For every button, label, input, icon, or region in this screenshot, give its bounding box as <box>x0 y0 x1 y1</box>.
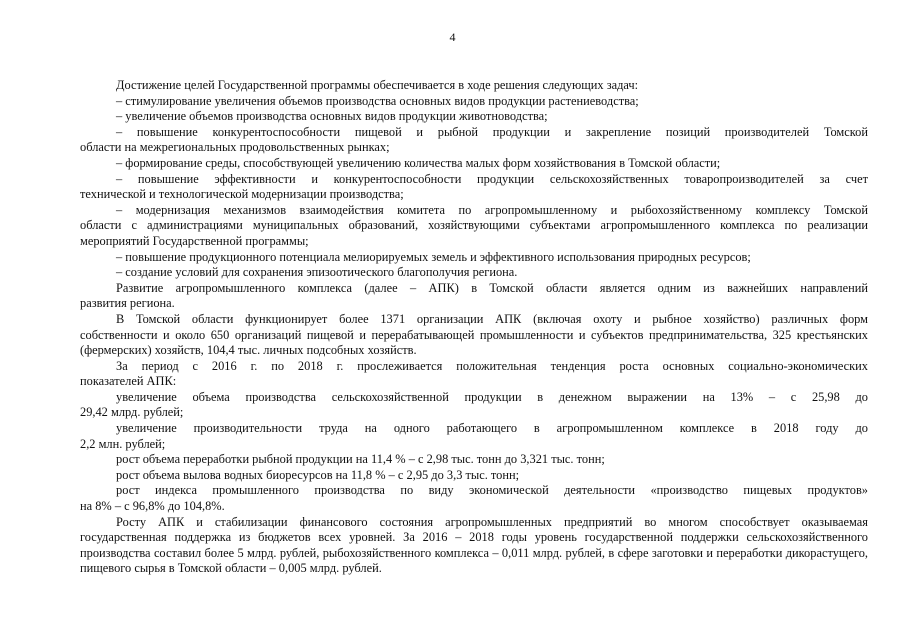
paragraph-first-line: – стимулирование увеличения объемов производства основных видов продукции растениеводства; <box>116 93 639 108</box>
paragraph <box>116 78 868 94</box>
paragraph <box>80 358 868 390</box>
paragraph <box>80 514 868 577</box>
paragraph <box>80 280 868 312</box>
paragraph <box>116 250 868 266</box>
paragraph-first-line: увеличение производительности труда на одного работающего в агропромышленном комплексе в 2018 году до <box>116 421 868 436</box>
paragraph-continuation: 29,42 млрд. рублей; <box>80 405 184 420</box>
paragraph <box>80 202 868 250</box>
paragraph-first-line: – создание условий для сохранения эпизоотического благополучия региона. <box>116 265 518 280</box>
paragraph-continuation: развития региона. <box>80 296 175 311</box>
paragraph <box>80 124 868 156</box>
paragraph <box>80 311 868 359</box>
paragraph-first-line: – модернизация механизмов взаимодействия комитета по агропромышленному и рыбохозяйственному комплексу Томской <box>116 202 868 217</box>
paragraph-first-line: Росту АПК и стабилизации финансового состояния агропромышленных предприятий во многом способствует оказываемая <box>116 514 868 529</box>
paragraph-continuation: собственности и около 650 организаций пищевой и перерабатывающей промышленности и субъектов предпринимательства, 325 крестьянских (фермерских) хозяйств, 104,4 тыс. личных подсобных хозяйств. <box>80 327 868 358</box>
paragraph-first-line: увеличение объема производства сельскохозяйственной продукции в денежном выражении на 13% – с 25,98 до <box>116 389 868 404</box>
paragraph-first-line: – повышение конкурентоспособности пищевой и рыбной продукции и закрепление позиций производителей Томской <box>116 124 868 139</box>
paragraph-first-line: – повышение эффективности и конкурентоспособности продукции сельскохозяйственных товаропроизводителей за счет <box>116 171 868 186</box>
paragraph-first-line: рост объема переработки рыбной продукции на 11,4 % – с 2,98 тыс. тонн до 3,321 тыс. тонн; <box>116 452 605 467</box>
paragraph-first-line: В Томской области функционирует более 1371 организации АПК (включая охоту и рыбное хозяйство) различных форм <box>116 311 868 326</box>
paragraph-continuation: государственная поддержка из бюджетов всех уровней. За 2016 – 2018 годы уровень государственной поддержки сельскохозяйственного производства составил более 5 млрд. рублей, рыбохозяйственного комплекса – 0,011 млрд. рублей, в сфере заготовки и переработки дикорастущего, пищевого сырья в Томской области – 0,005 млрд. рублей. <box>80 530 868 576</box>
paragraph-first-line: Достижение целей Государственной программы обеспечивается в ходе решения следующих задач: <box>116 78 639 92</box>
paragraph-continuation: технической и технологической модернизации производства; <box>80 187 404 202</box>
paragraph <box>80 389 868 421</box>
paragraph <box>80 421 868 452</box>
paragraph-first-line: рост индекса промышленного производства по виду экономической деятельности «производство пищевых продуктов» <box>116 483 868 498</box>
paragraph <box>116 452 868 468</box>
paragraph-first-line: – повышение продукционного потенциала мелиорируемых земель и эффективного использования природных ресурсов; <box>116 249 751 264</box>
paragraph-first-line: – увеличение объемов производства основных видов продукции животноводства; <box>116 109 548 124</box>
paragraph-continuation: на 8% – с 96,8% до 104,8%. <box>80 499 225 514</box>
paragraph-first-line: рост объема вылова водных биоресурсов на 11,8 % – с 2,95 до 3,3 тыс. тонн; <box>116 467 520 482</box>
paragraph <box>80 483 868 514</box>
paragraph-continuation: показателей АПК: <box>80 374 177 389</box>
paragraph-first-line: Развитие агропромышленного комплекса (далее – АПК) в Томской области является одним из важнейших направлений <box>116 280 868 295</box>
page-number: 4 <box>449 30 456 44</box>
paragraph <box>116 468 868 484</box>
paragraph <box>116 94 868 110</box>
paragraph-continuation: области с администрациями муниципальных образований, хозяйствующими субъектами агропромышленного комплекса по реализации мероприятий Государственной программы; <box>80 218 868 248</box>
paragraph-continuation: 2,2 млн. рублей; <box>80 436 166 451</box>
paragraph <box>116 109 868 125</box>
paragraph-continuation: области на межрегиональных продовольственных рынках; <box>80 140 390 155</box>
paragraph <box>116 156 868 172</box>
paragraph-first-line: – формирование среды, способствующей увеличению количества малых форм хозяйствования в Томской области; <box>116 155 721 170</box>
paragraph <box>80 171 868 203</box>
paragraph-first-line: За период с 2016 г. по 2018 г. прослеживается положительная тенденция роста основных социально-экономических <box>116 358 868 373</box>
body-text <box>80 78 868 577</box>
paragraph <box>116 265 868 281</box>
